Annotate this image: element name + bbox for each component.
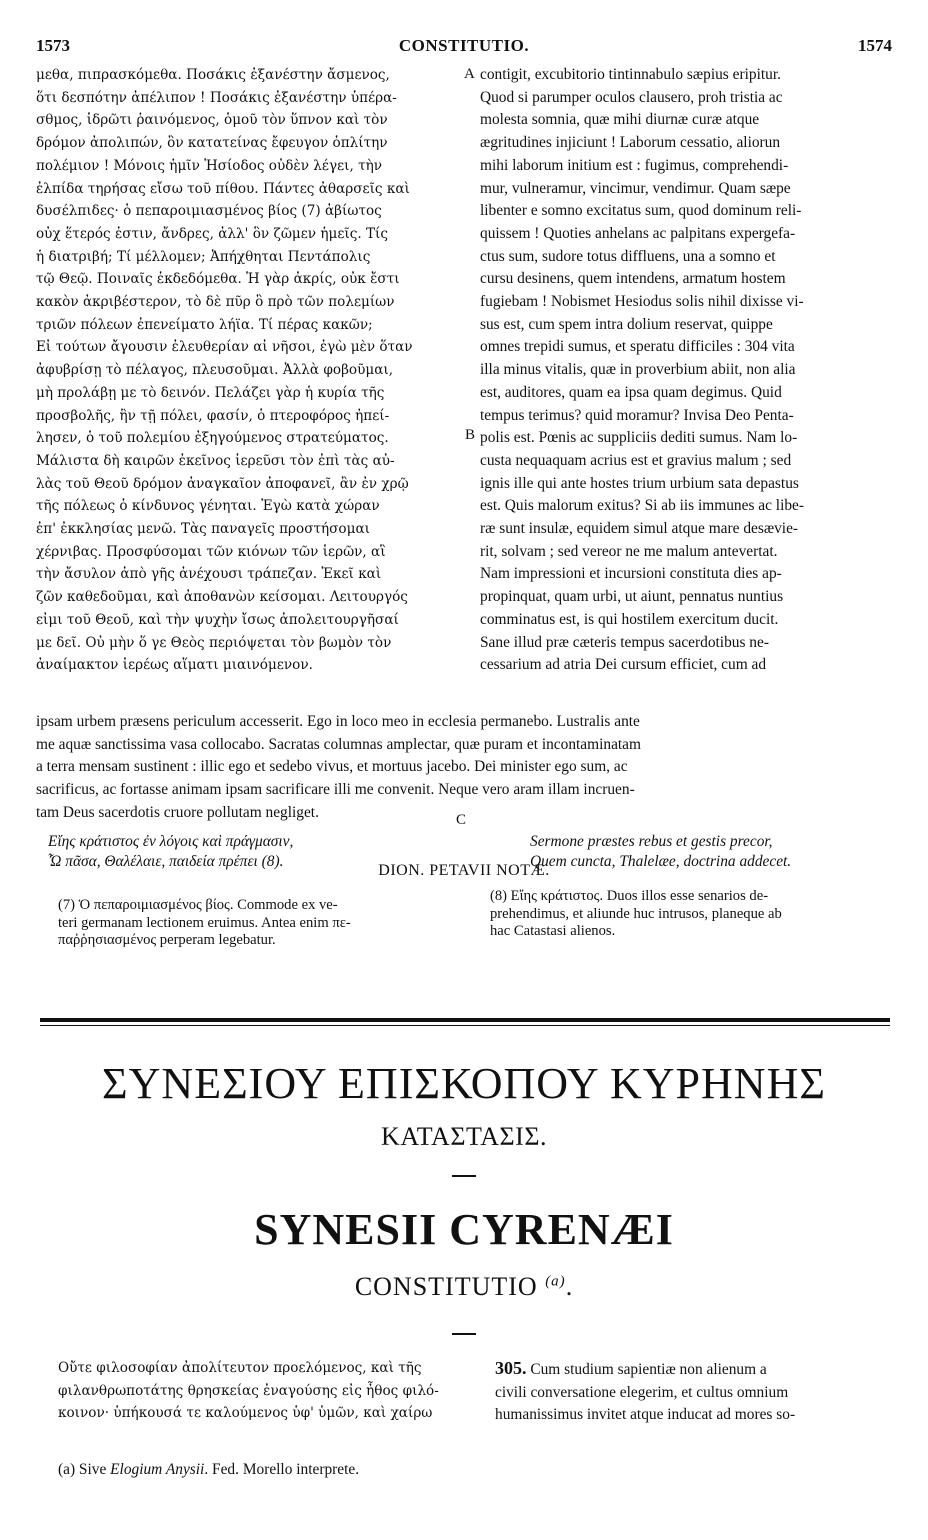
latin-subtitle-period: . [565,1272,574,1301]
right-page-number: 1574 [858,36,892,55]
latin-subtitle-text: CONSTITUTIO [354,1272,538,1301]
latin-line: Sane illud præ cæteris tempus sacerdotibus ne- [480,633,769,651]
latin-line: polis est. Pœnis ac suppliciis dediti sumus. Nam lo- [480,429,798,447]
footnote-marker: (a) [545,1273,566,1290]
greek-line: τὴν ἄσυλον ἀπὸ γῆς ἀνέχουσι τράπεζαν. Ἐκεῖ καὶ [36,566,382,583]
note-line: prehendimus, et aliunde huc intrusos, planeque ab [490,905,782,922]
greek-line: πολέμιον ! Μόνοις ἡμῖν Ἡσίοδος οὐδὲν λέγει, τὴν [36,157,383,174]
margin-letter-b: B [465,427,476,443]
greek-work-title: ΣΥΝΕΣΙΟΥ ΕΠΙΣΚΟΠΟΥ ΚΥΡΗΝΗΣ [102,1059,826,1108]
note-8 [490,888,890,941]
latin-line: cessarium ad atria Dei cursum efficiet, cum ad [480,656,767,674]
greek-line: Μάλιστα δὴ καιρῶν ἐκεῖνος ἱερεῦσι τὸν ἐπὶ τὰς αὐ- [36,452,395,469]
greek-line: χέρνιβας. Προσφύσομαι τῶν κιόνων τῶν ἱερῶν, αἳ [36,543,386,560]
latin-line: ignis ille qui ante hostes trium urbium sata depastus [480,474,799,492]
footnote-italic: Elogium Anysii [110,1461,205,1478]
greek-line: ἐλπίδα τηρήσας εἴσω τοῦ πίθου. Πάντες ἀθαρσεῖς καὶ [36,180,410,197]
latin-line: est. Quis malorum exitus? Si ab iis immunes ac libe- [480,497,805,515]
greek-line: ἀφυβρίσῃ τὸ πέλαγος, πλευσοῦμαι. Ἀλλὰ φοβοῦμαι, [36,362,394,379]
greek-line: κακὸν ἀκριβέστερον, τὸ δὲ πῦρ ὃ πρὸ τῶν πολεμίων [36,294,395,311]
latin-line: Nam impressioni et incursioni constituta dies ap- [480,565,782,583]
note-7 [58,897,458,950]
greek-line: τῷ Θεῷ. Ποιναῖς ἐκδεδόμεθα. Ἡ γὰρ ἀκρίς, οὐκ ἔστι [36,271,400,288]
latin-line: ræ sunt insulæ, equidem simul atque mare desævie- [480,520,799,538]
notes-title: DION. PETAVII NOTÆ. [378,862,550,879]
greek-line: τῆς πόλεως ὁ κίνδυνος γένηται. Ἐγὼ κατὰ χώραν [36,498,380,515]
verse-latin-line: Sermone præstes rebus et gestis precor, [530,833,773,850]
latin-line: molesta somnia, quæ mihi diurnæ curæ atque [480,111,760,129]
greek-line: εἰμι τοῦ Θεοῦ, καὶ τὴν ψυχὴν ἴσως ἀπολειτουργῆσαί [36,611,399,628]
latin-line: cursu desinens, quem intendens, armatum hostem [480,270,786,288]
title-divider [452,1175,476,1177]
bottom-latin-text [495,1357,895,1427]
greek-line: τριῶν πόλεων ἐπενείματο λήϊα. Τί πέρας κακῶν; [36,316,373,333]
bottom-greek-text [58,1357,458,1425]
greek-line: ὅτι δεσπότην ἀπέλιπον ! Ποσάκις ἐξανέστην ὑπέρα- [36,89,397,106]
latin-line: sus est, cum spem intra dolium reservat, quippe [480,315,773,333]
section-rule-thin [40,1025,890,1026]
latin-line: omnes trepidi sumus, et speratu difficiles : 304 vita [480,338,795,356]
full-width-line: ipsam urbem præsens periculum accesserit. Ego in loco meo in ecclesia permanebo. Lustralis ante [36,713,640,730]
bottom-greek-line: φιλανθρωποτάτης θρησκείας ἐναγούσης εἰς ἦθος φιλό- [58,1382,439,1399]
latin-line: quissem ! Quoties anhelans ac palpitans expergefa- [480,224,796,242]
bottom-latin-line: civili conversatione elegerim, et cultus omnium [495,1383,789,1401]
footnote-a [58,1461,359,1479]
latin-line: illa minus vitalis, quæ in proverbium abiit, non alia [480,361,796,379]
greek-line: δυσέλπιδες· ὁ πεπαροιμιασμένος βίος (7) ἀβίωτος [36,203,382,220]
greek-line: ἐπ' ἐκκλησίας μενῶ. Τὰς παναγεῖς προστήσομαι [36,521,370,538]
bottom-latin-line: humanissimus invitet atque inducat ad mores so- [495,1406,796,1424]
greek-line: μὴ προλάβῃ με τὸ δεινόν. Πελάζει γὰρ ἡ κυρία τῆς [36,384,385,401]
note-line: παῤῥησιασμένος perperam legebatur. [58,932,276,948]
section-number: 305. [495,1358,527,1378]
latin-line: comminatus est, is qui hostilem exercitum ducit. [480,610,779,628]
full-width-line: a terra mensam sustinent : illic ego et sedebo vivus, et mortuus jacebo. Dei minister ego sum, ac [36,758,628,776]
latin-work-title: SYNESII CYRENÆI [254,1205,674,1254]
title-divider-2 [452,1333,476,1335]
bottom-greek-line: κοινον· ὑπήκουσά τε καλούμενος ὑφ' ὑμῶν, καὶ χαίρω [58,1405,433,1422]
latin-column [480,64,894,677]
greek-line: προσβολῆς, ἣν τῇ πόλει, φασίν, ὁ πτεροφόρος ἠπεί- [36,407,390,424]
verse-latin-line: Quem cuncta, Thalelæe, doctrina addecet. [530,853,792,870]
full-width-line: me aquæ sanctissima vasa collocabo. Sacratas columnas amplectar, quæ puram et incontaminatam [36,735,641,753]
greek-work-subtitle: ΚΑΤΑΣΤΑΣΙΣ. [381,1122,547,1151]
margin-letter-a: A [464,66,475,82]
latin-work-subtitle [0,1272,928,1302]
note-line: (7) Ὁ πεπαροιμιασμένος βίος. Commode ex ve- [58,897,338,913]
footnote-rest: . Fed. Morello interprete. [204,1461,360,1478]
bottom-latin-lines [495,1382,895,1427]
note-line: hac Catastasi alienos. [490,923,616,939]
latin-line: custa nequaquam acrius est et gravius malum ; sed [480,451,792,469]
greek-line: λὰς τοῦ Θεοῦ δρόμον ἀναγκαῖον ἀποφανεῖ, ἂν ἐν χρῷ [36,475,409,492]
greek-line: ζῶν καθεδοῦμαι, καὶ ἀποθανὼν κείσομαι. Λειτουργός [36,589,408,606]
full-width-line: tam Deus sacerdotis cruore pollutam negliget. [36,803,319,821]
verse-greek-line: Εἴης κράτιστος ἐν λόγοις καὶ πράγμασιν, [48,833,294,850]
bottom-latin-first-line: Cum studium sapientiæ non alienum a [526,1361,767,1378]
greek-column [36,64,460,677]
full-width-line: sacrificus, ac fortasse animam ipsam sacrificare illi me convenit. Neque vero aram illam incruen- [36,781,635,799]
latin-line: rit, solvam ; sed vereor ne me malum antevertat. [480,542,778,560]
greek-line: με δεῖ. Οὐ μὴν ὅ γε Θεὸς περιόψεται τὸν βωμὸν τὸν [36,634,392,651]
note-line: (8) Εἴης κράτιστος. Duos illos esse senarios de- [490,888,769,904]
bottom-greek-line: Οὔτε φιλοσοφίαν ἀπολίτευτον προελόμενος, καὶ τῆς [58,1360,422,1376]
note-line: teri germanam lectionem eruimus. Antea enim πε- [58,914,351,931]
latin-line: propinquat, quam urbi, ut aiunt, pennatus nuntius [480,588,784,606]
latin-line: contigit, excubitorio tintinnabulo sæpius eripitur. [480,66,781,83]
latin-line: tempus terimus? quid moramur? Invisa Deo Penta- [480,406,794,424]
greek-line: Εἰ τούτων ἄγουσιν ἐλευθερίαν αἱ νῆσοι, ἐγὼ μὲν ὅταν [36,339,413,356]
greek-line: λησεν, ὁ τοῦ πολεμίου ἐξηγούμενος στρατεύματος. [36,430,389,447]
greek-line: δρόμον ἀπολιπών, ὃν κατατείνας ἔφευγον ὁπλίτην [36,135,388,152]
running-title: CONSTITUTIO. [398,36,530,55]
greek-line: ἡ διατριβή; Τί μέλλομεν; Ἀπήχθηται Πεντάπολις [36,248,371,265]
verse-greek-line: Ὦ πᾶσα, Θαλέλαιε, παιδεία πρέπει (8). [48,853,284,870]
latin-line: mihi laborum initium est : fugimus, comprehendi- [480,156,789,174]
latin-line: Quod si parumper oculos clausero, proh tristia ac [480,88,783,106]
greek-line: μεθα, πιπρασκόμεθα. Ποσάκις ἐξανέστην ἄσμενος, [36,67,390,83]
greek-line: ἀναίμακτον ἱερέως αἵματι μιαινόμενον. [36,657,313,674]
margin-letter-c: C [456,812,467,828]
latin-line: libenter e somno excitatus sum, quod dominum reli- [480,202,802,220]
section-rule-thick [40,1018,890,1022]
latin-line: mur, vulneramur, vincimur, vendimur. Quam sæpe [480,179,791,197]
latin-line: ctus sum, sudore totus diffluens, una a somno et [480,247,776,265]
running-header [36,36,892,58]
full-width-paragraph [36,711,892,825]
latin-line: fugiebam ! Nobismet Hesiodus solis nihil dixisse vi- [480,293,804,311]
greek-line: οὐχ ἕτερός ἐστιν, ἄνδρες, ἀλλ' ὃν ζῶμεν ἡμεῖς. Τίς [36,225,388,242]
left-page-number: 1573 [36,36,70,55]
greek-line: σθμος, ἱδρῶτι ῥαινόμενος, ὁμοῦ τὸν ὕπνον καὶ τὸν [36,112,388,129]
footnote-label: (a) Sive [58,1461,111,1478]
latin-line: est, auditores, quam ea ipsa quam degimus. Quid [480,383,782,401]
latin-line: ægritudines injiciunt ! Laborum cessatio, aliorun [480,134,781,152]
